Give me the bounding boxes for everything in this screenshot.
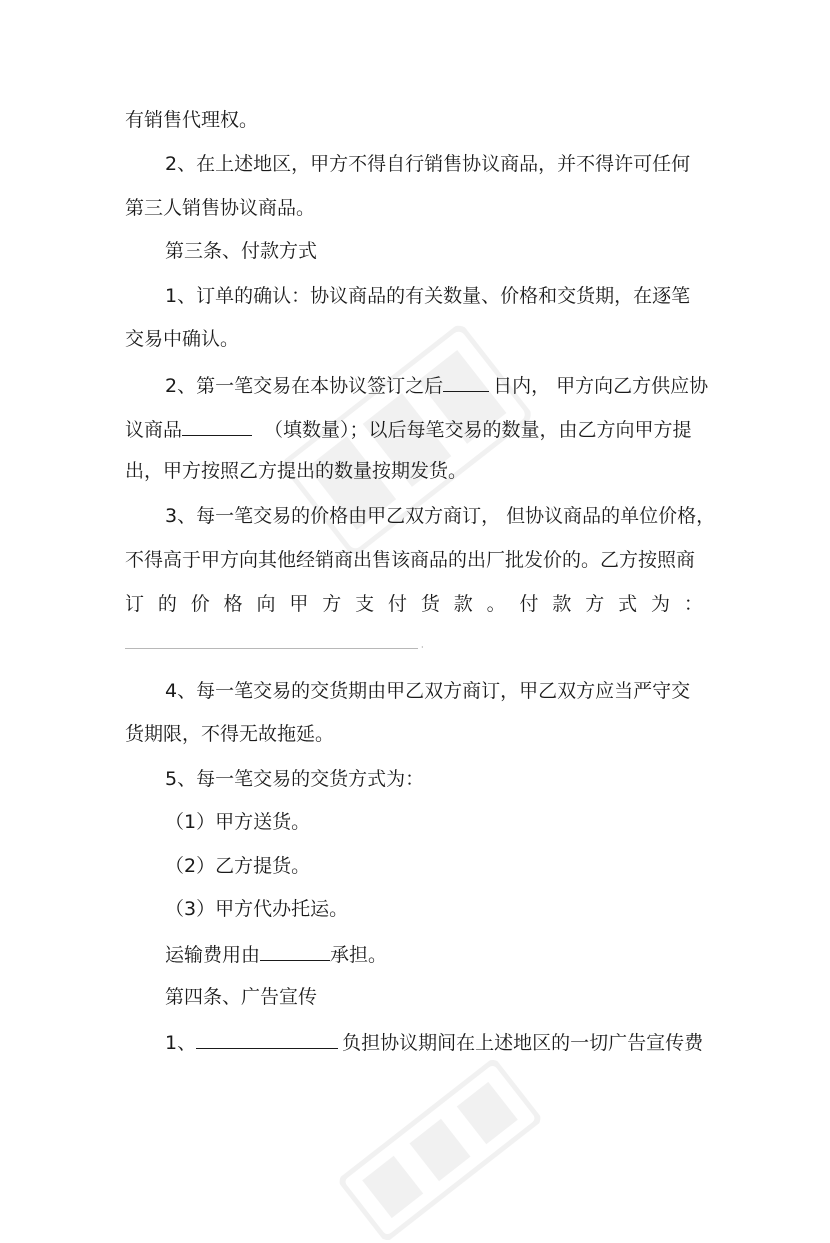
justified-char: 价 — [190, 593, 210, 615]
payment-clause-3-line-2: 不得高于甲方向其他经销商出售该商品的出厂批发价的。乙方按照商 — [125, 549, 696, 571]
payment-method-blank-line[interactable] — [125, 648, 418, 649]
justified-char: 货 — [420, 593, 440, 615]
advertising-clause-line-1 — [165, 1029, 703, 1055]
justified-char: 向 — [256, 593, 276, 615]
clause-text: 1、 — [165, 1032, 197, 1054]
freight-payer-blank[interactable] — [260, 941, 330, 961]
freight-cost-line — [165, 941, 387, 967]
clause-2-line-1: 2、在上述地区，甲方不得自行销售协议商品，并不得许可任何 — [165, 153, 691, 175]
justified-char: 方 — [322, 593, 342, 615]
delivery-option-2: （2）乙方提货。 — [165, 855, 311, 877]
payment-clause-2-line-3: 出，甲方按照乙方提出的数量按期发货。 — [125, 460, 468, 482]
clause-text: 运输费用由 — [165, 944, 261, 966]
justified-char: 付 — [519, 593, 539, 615]
justified-char: 方 — [585, 593, 605, 615]
payment-clause-1-line-1: 1、订单的确认：协议商品的有关数量、价格和交货期，在逐笔 — [165, 285, 691, 307]
justified-char: 支 — [355, 593, 375, 615]
clause-text: 日内， 甲方向乙方供应协 — [493, 375, 709, 397]
justified-char: 为 — [651, 593, 671, 615]
delivery-period-line-2: 货期限，不得无故拖延。 — [125, 723, 335, 745]
justified-char: 的 — [157, 593, 177, 615]
payment-clause-1-line-2: 交易中确认。 — [125, 328, 240, 350]
paragraph-line: 有销售代理权。 — [125, 109, 259, 131]
delivery-method-heading: 5、每一笔交易的交货方式为： — [165, 768, 425, 790]
clause-2-line-2: 第三人销售协议商品。 — [125, 197, 316, 219]
days-blank[interactable] — [443, 372, 489, 392]
justified-char: 付 — [388, 593, 408, 615]
payment-clause-2-line-2 — [125, 416, 692, 442]
justified-char: ： — [683, 593, 703, 615]
payment-clause-3-line-3 — [125, 592, 703, 616]
quantity-blank[interactable] — [182, 416, 252, 436]
payment-method-blank-dot: · — [421, 643, 424, 652]
justified-char: 甲 — [289, 593, 309, 615]
clause-text: 2、第一笔交易在本协议签订之后 — [165, 375, 444, 397]
article-3-heading: 第三条、付款方式 — [165, 240, 318, 262]
article-4-heading: 第四条、广告宣传 — [165, 986, 318, 1008]
payment-clause-2-line-1 — [165, 372, 708, 398]
clause-text: （填数量）；以后每笔交易的数量，由乙方向甲方提 — [264, 419, 692, 441]
delivery-option-3: （3）甲方代办托运。 — [165, 898, 349, 920]
clause-text: 议商品 — [125, 419, 183, 441]
watermark-stamp-bottom — [337, 1057, 544, 1243]
payment-clause-3-line-1: 3、每一笔交易的价格由甲乙双方商订， 但协议商品的单位价格， — [165, 505, 716, 527]
clause-text: 负担协议期间在上述地区的一切广告宣传费 — [342, 1032, 704, 1054]
justified-char: 式 — [618, 593, 638, 615]
delivery-option-1: （1）甲方送货。 — [165, 811, 311, 833]
justified-char: 订 — [125, 593, 145, 615]
justified-char: 格 — [223, 593, 243, 615]
justified-char: 款 — [552, 593, 572, 615]
delivery-period-line-1: 4、每一笔交易的交货期由甲乙双方商订，甲乙双方应当严守交 — [165, 680, 691, 702]
advertising-payer-blank[interactable] — [196, 1029, 338, 1049]
justified-char: 款 — [453, 593, 473, 615]
justified-char: 。 — [486, 593, 506, 615]
clause-text: 承担。 — [330, 944, 388, 966]
